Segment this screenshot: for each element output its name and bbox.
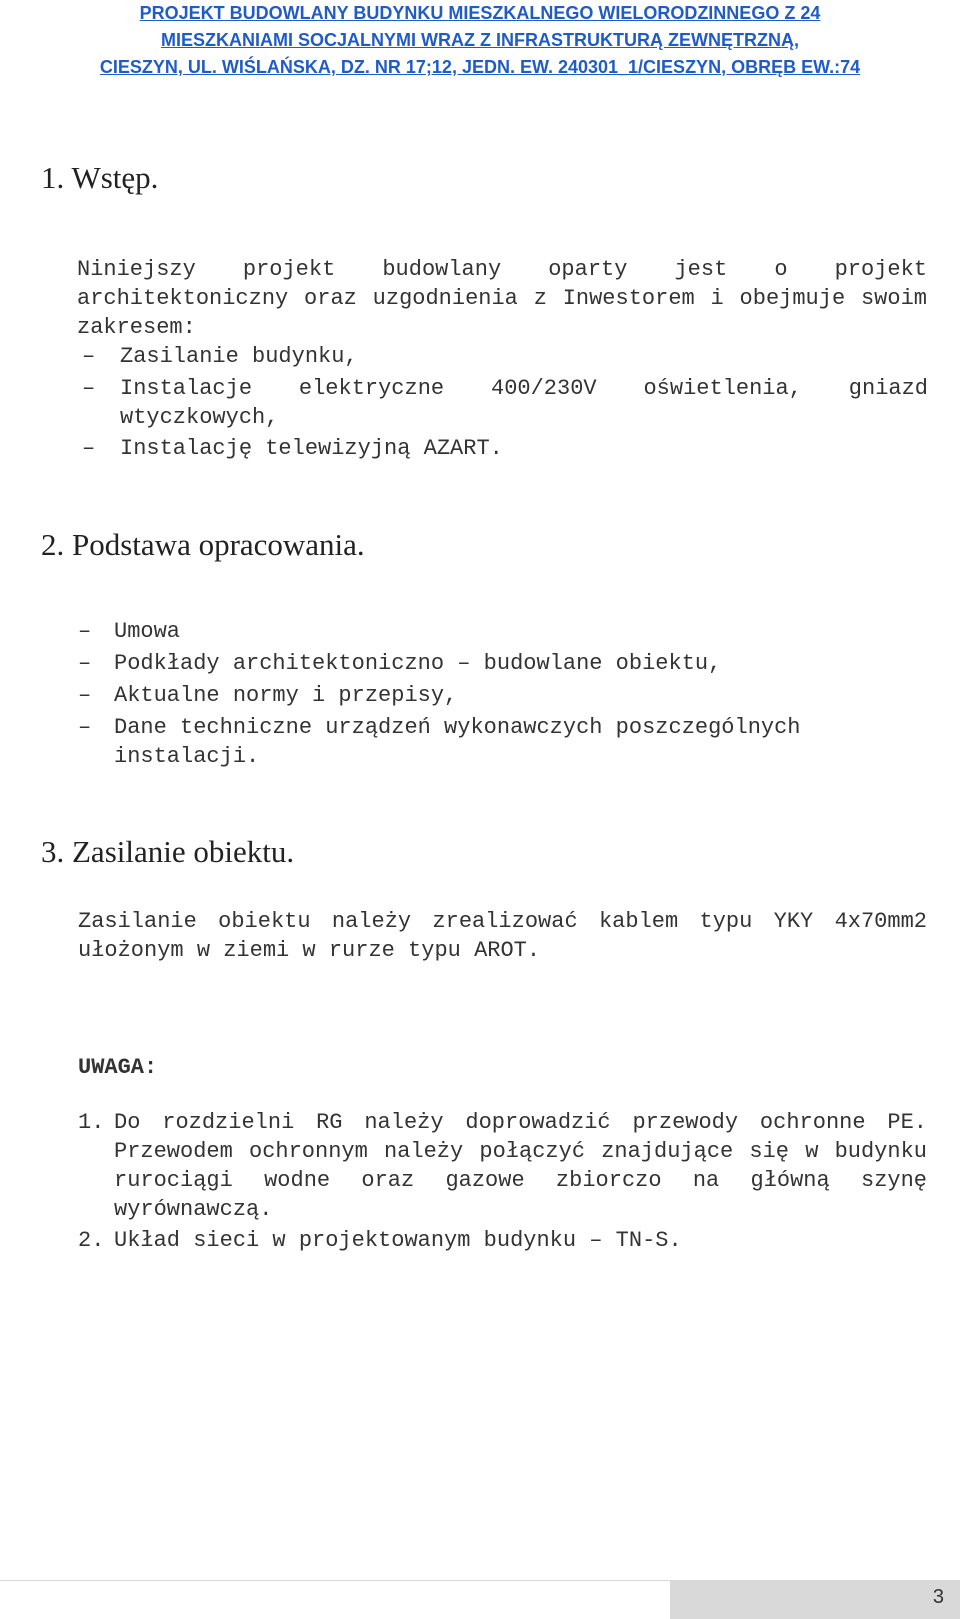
dash-bullet: –: [78, 683, 92, 708]
note-number: 1.: [78, 1110, 105, 1135]
note-label: UWAGA:: [78, 1055, 158, 1080]
note-text: Do rozdzielni RG należy doprowadzić przewody ochronne PE. Przewodem ochronnym należy połączyć znajdujące się w budynku rurociągi wodne oraz gazowe zbiorczo na główną szynę wyrównawczą.: [114, 1110, 927, 1222]
section-2-title: 2. Podstawa opracowania.: [41, 527, 365, 562]
note-item: [78, 1108, 927, 1228]
dash-bullet: –: [78, 619, 92, 644]
note-text: Układ sieci w projektowanym budynku – TN-S.: [114, 1228, 682, 1253]
page-number: 3: [932, 1586, 944, 1608]
list-item-text: Umowa: [114, 619, 181, 644]
list-item-text: Instalację telewizyjną AZART.: [120, 436, 503, 461]
list-item-text: Podkłady architektoniczno – budowlane obiektu,: [114, 651, 722, 676]
section-3-title: 3. Zasilanie obiektu.: [41, 834, 295, 869]
section-3-body: Zasilanie obiektu należy zrealizować kablem typu YKY 4x70mm2 ułożonym w ziemi w rurze typu AROT.: [78, 909, 927, 963]
list-item: [78, 713, 898, 773]
dash-bullet: –: [78, 715, 92, 740]
list-item-text: Aktualne normy i przepisy,: [114, 683, 458, 708]
note-number: 2.: [78, 1228, 105, 1253]
header-line-1: PROJEKT BUDOWLANY BUDYNKU MIESZKALNEGO WIELORODZINNEGO Z 24: [139, 3, 821, 23]
document-header: [0, 0, 960, 81]
section-1-title: 1. Wstęp.: [41, 160, 159, 195]
dash-bullet: –: [82, 436, 96, 461]
list-item-text: Zasilanie budynku,: [120, 344, 358, 369]
list-item-text: Dane techniczne urządzeń wykonawczych poszczególnych instalacji.: [114, 715, 801, 769]
list-item: [82, 374, 927, 434]
page-footer: [0, 1580, 960, 1619]
page-number-box: [670, 1581, 960, 1619]
header-line-2: MIESZKANIAMI SOCJALNYMI WRAZ Z INFRASTRUKTURĄ ZEWNĘTRZNĄ,: [161, 30, 799, 50]
dash-bullet: –: [82, 376, 96, 401]
list-item-text: Instalacje elektryczne 400/230V oświetlenia, gniazd wtyczkowych,: [120, 376, 928, 430]
section-1-intro: Niniejszy projekt budowlany oparty jest o projekt architektoniczny oraz uzgodnienia z Inwestorem i obejmuje swoim zakresem:: [77, 257, 927, 340]
header-line-3: CIESZYN, UL. WIŚLAŃSKA, DZ. NR 17;12, JEDN. EW. 240301_1/CIESZYN, OBRĘB EW.:74: [99, 57, 861, 77]
dash-bullet: –: [78, 651, 92, 676]
dash-bullet: –: [82, 344, 96, 369]
